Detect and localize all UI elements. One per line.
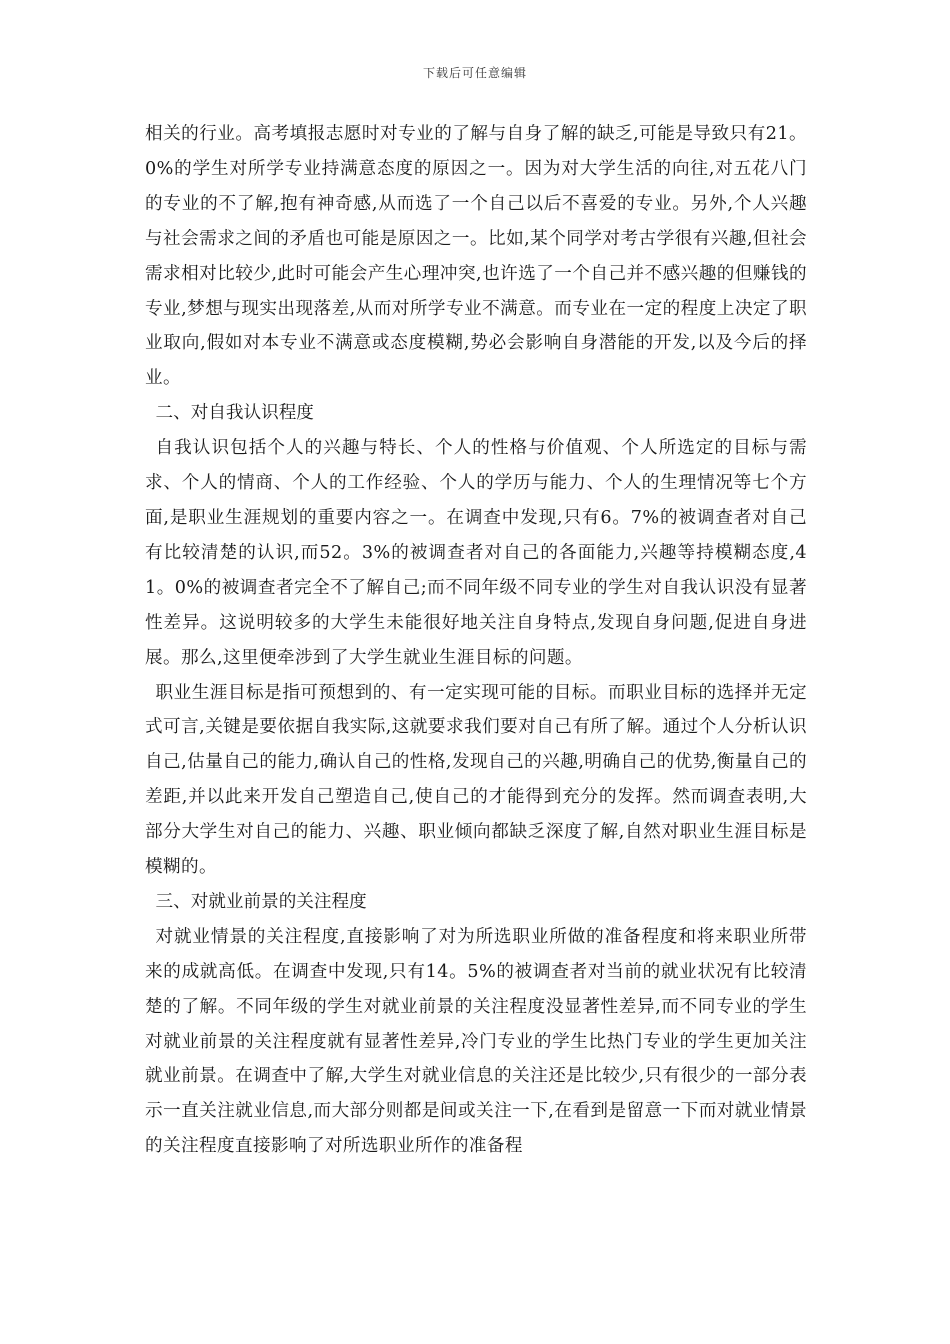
document-body bbox=[145, 117, 807, 1164]
paragraph-self-awareness: 自我认识包括个人的兴趣与特长、个人的性格与价值观、个人所选定的目标与需求、个人的情商、个人的工作经验、个人的学历与能力、个人的生理情况等七个方面,是职业生涯规划的重要内容之一。在调查中发现,只有6。7%的被调查者对自己有比较清楚的认识,而52。3%的被调查者对自己的各面能力,兴趣等持模糊态度,41。0%的被调查者完全不了解自己;而不同年级不同专业的学生对自我认识没有显著性差异。这说明较多的大学生未能很好地关注自身特点,发现自身问题,促进自身进展。那么,这里便牵涉到了大学生就业生涯目标的问题。 bbox=[145, 438, 807, 668]
paragraph-employment-outlook: 对就业情景的关注程度,直接影响了对为所选职业所做的准备程度和将来职业所带来的成就高低。在调查中发现,只有14。5%的被调查者对当前的就业状况有比较清楚的了解。不同年级的学生对就业前景的关注程度没显著性差异,而不同专业的学生对就业前景的关注程度就有显著性差异,冷门专业的学生比热门专业的学生更加关注就业前景。在调查中了解,大学生对就业信息的关注还是比较少,只有很少的一部分表示一直关注就业信息,而大部分则都是间或关注一下,在看到是留意一下而对就业情景的关注程度直接影响了对所选职业所作的准备程 bbox=[145, 926, 807, 1157]
paragraph-career-goal: 职业生涯目标是指可预想到的、有一定实现可能的目标。而职业目标的选择并无定式可言,关键是要依据自我实际,这就要求我们要对自己有所了解。通过个人分析认识自己,估量自己的能力,确认自己的性格,发现自己的兴趣,明确自己的优势,衡量自己的差距,并以此来开发自己塑造自己,使自己的才能得到充分的发挥。然而调查表明,大部分大学生对自己的能力、兴趣、职业倾向都缺乏深度了解,自然对职业生涯目标是模糊的。 bbox=[145, 682, 807, 878]
paragraph-continuation: 相关的行业。高考填报志愿时对专业的了解与自身了解的缺乏,可能是导致只有21。0%的学生对所学专业持满意态度的原因之一。因为对大学生活的向往,对五花八门的专业的不了解,抱有神奇感,从而选了一个自己以后不喜爱的专业。另外,个人兴趣与社会需求之间的矛盾也可能是原因之一。比如,某个同学对考古学很有兴趣,但社会需求相对比较少,此时可能会产生心理冲突,也许选了一个自己并不感兴趣的但赚钱的专业,梦想与现实出现落差,从而对所学专业不满意。而专业在一定的程度上决定了职业取向,假如对本专业不满意或态度模糊,势必会影响自身潜能的开发,以及今后的择业。 bbox=[145, 124, 807, 389]
header-note: 下载后可任意编辑 bbox=[422, 66, 527, 80]
section-heading-self-awareness: 二、对自我认识程度 bbox=[155, 403, 314, 424]
section-heading-employment-outlook: 三、对就业前景的关注程度 bbox=[155, 891, 367, 912]
